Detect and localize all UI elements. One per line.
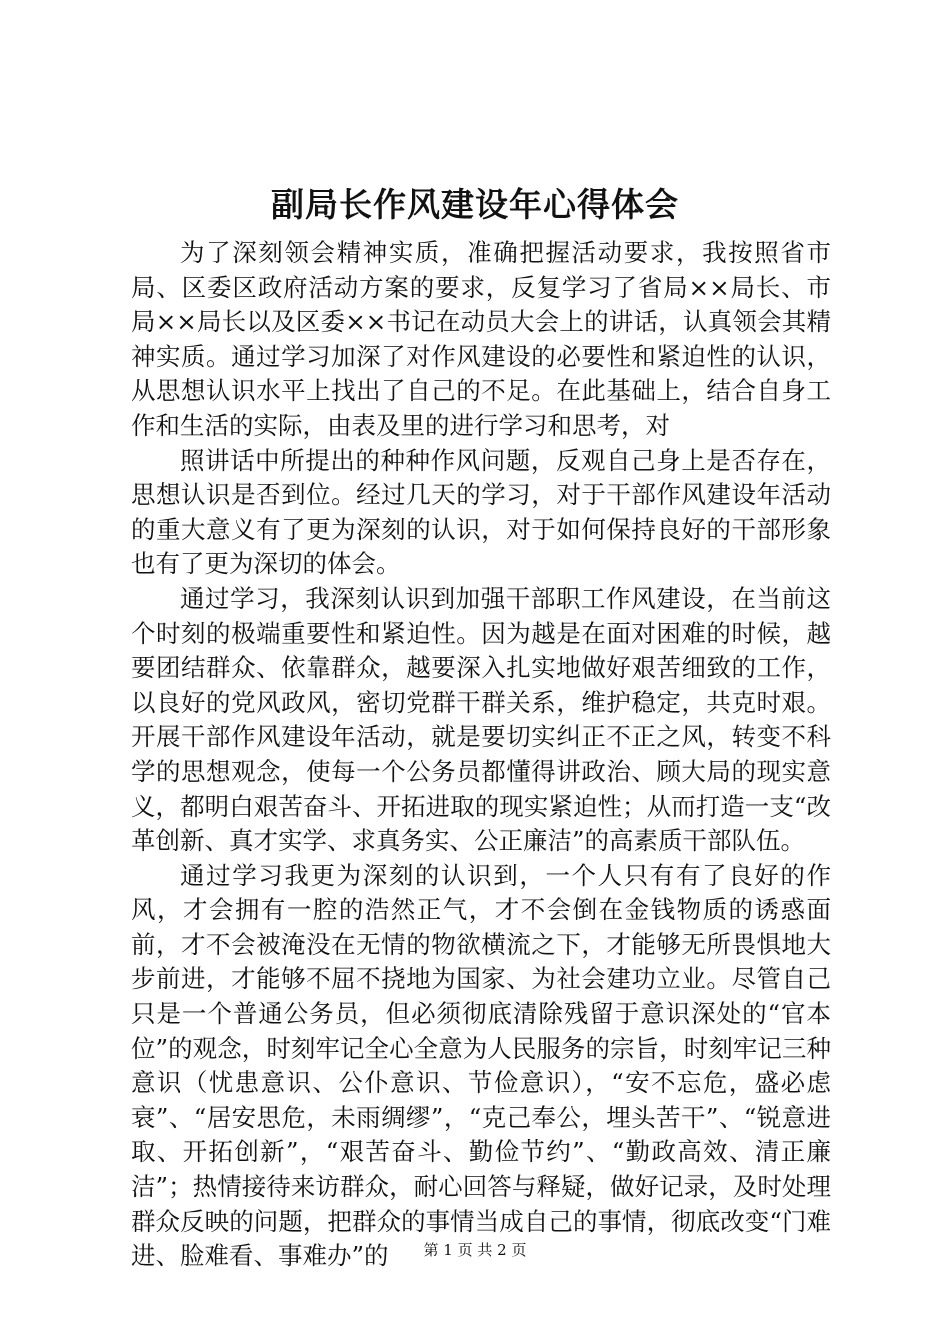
paragraph: 通过学习，我深刻认识到加强干部职工作风建设，在当前这个时刻的极端重要性和紧迫性。因为越是在面对困难的时候，越要团结群众、依靠群众，越要深入扎实地做好艰苦细致的工作，以良好的党风政风，密切党群干群关系，维护稳定，共克时艰。开展干部作风建设年活动，就是要切实纠正不正之风，转变不科学的思想观念，使每一个公务员都懂得讲政治、顾大局的现实意义，都明白艰苦奋斗、开拓进取的现实紧迫性；从而打造一支“改革创新、真才实学、求真务实、公正廉洁”的高素质干部队伍。 xyxy=(131,583,831,856)
document-body xyxy=(131,236,831,1274)
page-number-footer: 第 1 页 共 2 页 xyxy=(423,1241,527,1259)
document-title: 副局长作风建设年心得体会 xyxy=(271,185,679,224)
paragraph: 为了深刻领会精神实质，准确把握活动要求，我按照省市局、区委区政府活动方案的要求，反复学习了省局××局长、市局××局长以及区委××书记在动员大会上的讲话，认真领会其精神实质。通过学习加深了对作风建设的必要性和紧迫性的认识，从思想认识水平上找出了自己的不足。在此基础上，结合自身工作和生活的实际，由表及里的进行学习和思考，对 xyxy=(131,238,831,440)
paragraph: 通过学习我更为深刻的认识到，一个人只有有了良好的作风，才会拥有一腔的浩然正气，才不会倒在金钱物质的诱惑面前，才不会被淹没在无情的物欲横流之下，才能够无所畏惧地大步前进，才能够不屈不挠地为国家、为社会建功立业。尽管自己只是一个普通公务员，但必须彻底清除残留于意识深处的“官本位”的观念，时刻牢记全心全意为人民服务的宗旨，时刻牢记三种意识（忧患意识、公仆意识、节俭意识），“安不忘危，盛必虑衰”、“居安思危，未雨绸缪”，“克己奉公，埋头苦干”、“锐意进取、开拓创新”，“艰苦奋斗、勤俭节约”、“勤政高效、清正廉洁”；热情接待来访群众，耐心回答与释疑，做好记录，及时处理群众反映的问题，把群众的事情当成自己的事情，彻底改变“门难进、脸难看、事难办”的 xyxy=(131,860,831,1271)
paragraph: 照讲话中所提出的种种作风问题，反观自己身上是否存在，思想认识是否到位。经过几天的学习，对于干部作风建设年活动的重大意义有了更为深刻的认识，对于如何保持良好的干部形象也有了更为深切的体会。 xyxy=(131,445,831,579)
